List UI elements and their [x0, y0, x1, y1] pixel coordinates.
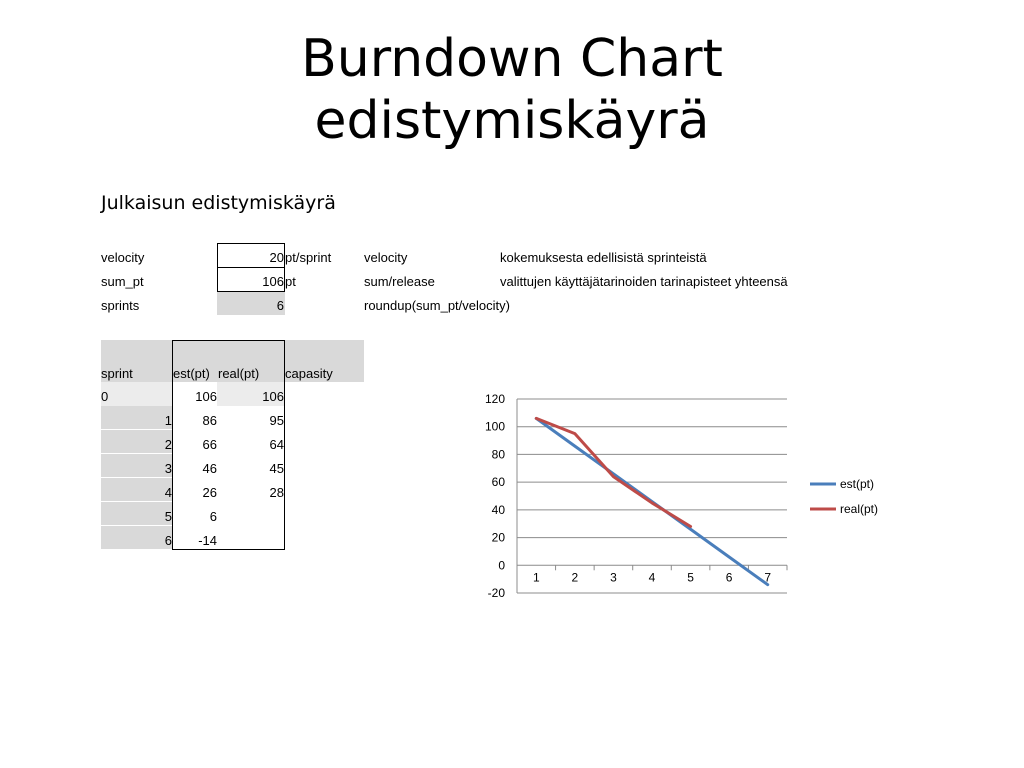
y-tick-label: 100 [484, 419, 505, 434]
chart-legend [810, 477, 878, 516]
row-separator [101, 477, 173, 478]
y-tick-label: -20 [487, 586, 505, 600]
title-line-1: Burndown Chart [301, 29, 723, 89]
x-tick-label: 3 [610, 570, 617, 585]
chart-axes [485, 392, 787, 600]
header-est: est(pt) [173, 366, 210, 381]
param-formula: velocity [364, 250, 408, 265]
param-label: sum_pt [101, 274, 144, 289]
param-formula: roundup(sum_pt/velocity) [364, 298, 510, 313]
param-description: kokemuksesta edellisistä sprinteistä [500, 250, 707, 265]
param-unit: pt [285, 274, 296, 289]
y-tick-label: 0 [498, 558, 505, 573]
sprint-cell: 1 [164, 413, 172, 428]
slide-title [0, 28, 1024, 152]
real-cell: 64 [269, 437, 284, 452]
param-unit: pt/sprint [285, 250, 332, 265]
header-capasity: capasity [285, 366, 333, 381]
param-formula: sum/release [364, 274, 435, 289]
chart-series [536, 418, 767, 584]
param-label: sprints [101, 298, 140, 313]
real-cell: 95 [269, 413, 284, 428]
sprint-cell: 0 [101, 389, 109, 404]
sprint-cell: 3 [164, 461, 172, 476]
header-sprint: sprint [101, 366, 133, 381]
param-value: 6 [276, 298, 284, 313]
est-cell: 6 [209, 509, 217, 524]
section-subtitle: Julkaisun edistymiskäyrä [101, 192, 336, 214]
header-real: real(pt) [218, 366, 260, 381]
est-cell: 46 [202, 461, 217, 476]
x-tick-label: 6 [725, 570, 733, 585]
x-tick-label: 7 [764, 570, 772, 585]
param-description: valittujen käyttäjätarinoiden tarinapisteet yhteensä [500, 274, 788, 289]
real-cell: 106 [262, 389, 284, 404]
legend-label: real(pt) [840, 502, 879, 516]
est-cell: 26 [202, 485, 217, 500]
row-separator [101, 501, 173, 502]
y-tick-label: 20 [491, 530, 505, 545]
param-value: 106 [262, 274, 284, 289]
sprint-cell: 2 [164, 437, 172, 452]
title-line-2: edistymiskäyrä [314, 91, 710, 151]
burndown-chart [460, 385, 920, 605]
x-tick-label: 4 [648, 570, 656, 585]
y-tick-label: 80 [491, 447, 505, 462]
legend-label: est(pt) [840, 477, 875, 491]
real-cell: 45 [269, 461, 284, 476]
x-tick-label: 5 [687, 570, 694, 585]
param-value: 20 [269, 250, 284, 265]
sprint-cell: 6 [164, 533, 172, 548]
sprint-cell-bg [101, 382, 173, 406]
est-cell: 66 [202, 437, 217, 452]
row-separator [101, 525, 173, 526]
param-label: velocity [101, 250, 145, 265]
sprint-cell: 5 [164, 509, 172, 524]
y-tick-label: 40 [491, 502, 505, 517]
row-separator [101, 429, 173, 430]
sprint-cell: 4 [164, 485, 172, 500]
x-tick-label: 1 [532, 570, 540, 585]
est-cell: 86 [202, 413, 217, 428]
real-cell: 28 [269, 485, 284, 500]
y-tick-label: 120 [484, 392, 505, 406]
row-separator [101, 453, 173, 454]
x-tick-label: 2 [571, 570, 579, 585]
est-cell: -14 [198, 533, 217, 548]
est-cell: 106 [195, 389, 217, 404]
y-tick-label: 60 [491, 475, 505, 490]
